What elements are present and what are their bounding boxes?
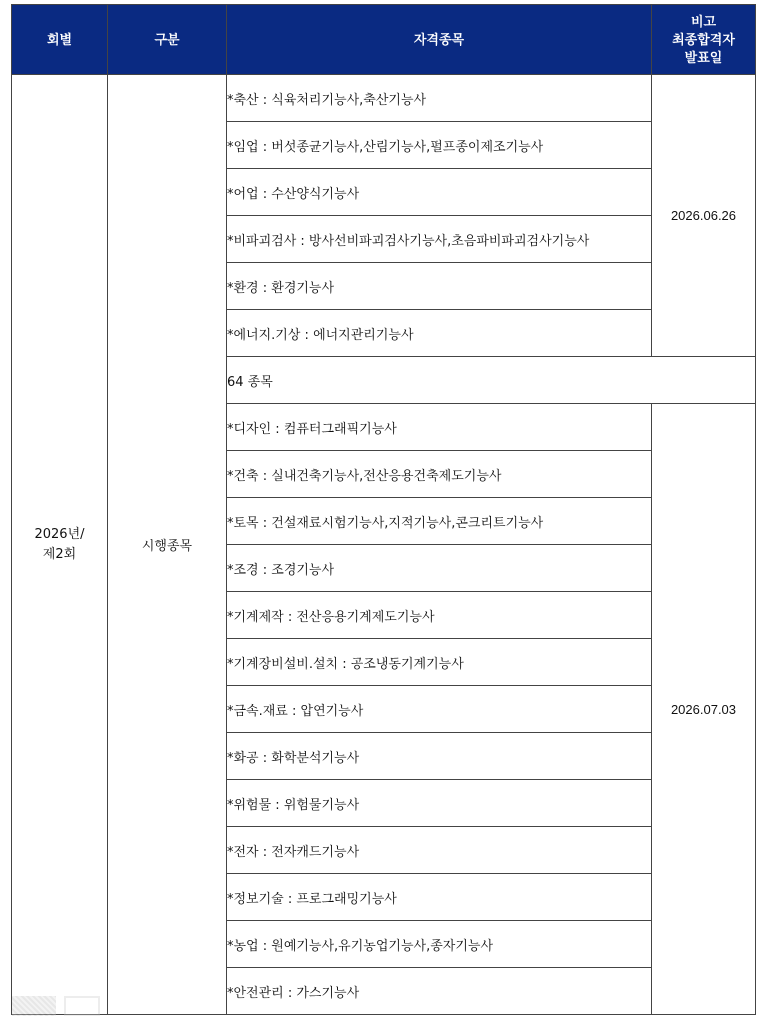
header-items: 자격종목 [227, 5, 652, 75]
header-note-line2: 최종합격자 [672, 31, 735, 47]
item-cell: *기계장비설비.설치 : 공조냉동기계기능사 [227, 639, 652, 686]
item-cell: *토목 : 건설재료시험기능사,지적기능사,콘크리트기능사 [227, 498, 652, 545]
exam-schedule-table [11, 4, 756, 1015]
item-cell: *에너지.기상 : 에너지관리기능사 [227, 310, 652, 357]
round-line1: 2026년/ [34, 526, 85, 542]
item-cell: *정보기술 : 프로그래밍기능사 [227, 874, 652, 921]
header-note-line3: 발표일 [684, 49, 723, 65]
announce-date-2: 2026.07.03 [652, 404, 756, 1015]
watermark-box [64, 996, 100, 1016]
header-note-line1: 비고 [690, 13, 717, 29]
item-cell: *축산 : 식육처리기능사,축산기능사 [227, 75, 652, 122]
item-cell: *어업 : 수산양식기능사 [227, 169, 652, 216]
round-line2: 제2회 [42, 546, 77, 562]
item-cell: *비파괴검사 : 방사선비파괴검사기능사,초음파비파괴검사기능사 [227, 216, 652, 263]
item-cell: *디자인 : 컴퓨터그래픽기능사 [227, 404, 652, 451]
header-round: 회별 [12, 5, 108, 75]
watermark [8, 992, 104, 1020]
round-cell [12, 75, 108, 1015]
item-cell: *위험물 : 위험물기능사 [227, 780, 652, 827]
item-cell: *임업 : 버섯종균기능사,산림기능사,펄프종이제조기능사 [227, 122, 652, 169]
item-cell: *전자 : 전자캐드기능사 [227, 827, 652, 874]
item-cell: *금속.재료 : 압연기능사 [227, 686, 652, 733]
header-note [652, 5, 756, 75]
table-row [12, 75, 756, 122]
item-cell: *안전관리 : 가스기능사 [227, 968, 652, 1015]
item-cell: *조경 : 조경기능사 [227, 545, 652, 592]
item-count: 64 종목 [227, 357, 756, 404]
header-row [12, 5, 756, 75]
category-cell: 시행종목 [108, 75, 227, 1015]
item-cell: *환경 : 환경기능사 [227, 263, 652, 310]
item-cell: *기계제작 : 전산응용기계제도기능사 [227, 592, 652, 639]
watermark-mark [12, 996, 56, 1016]
item-cell: *건축 : 실내건축기능사,전산응용건축제도기능사 [227, 451, 652, 498]
announce-date-1: 2026.06.26 [652, 75, 756, 357]
item-cell: *농업 : 원예기능사,유기농업기능사,종자기능사 [227, 921, 652, 968]
header-category: 구분 [108, 5, 227, 75]
item-cell: *화공 : 화학분석기능사 [227, 733, 652, 780]
